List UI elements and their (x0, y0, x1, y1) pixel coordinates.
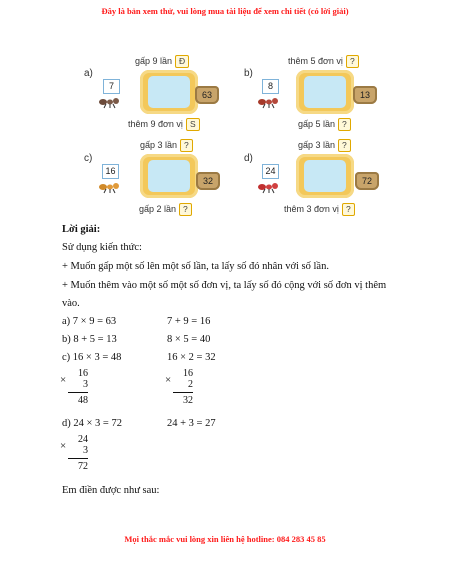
start-number: 24 (262, 164, 279, 179)
puzzle-b-top-op: thêm 5 đơn vị ? (288, 55, 359, 68)
ant-icon (257, 180, 279, 194)
rule-add: + Muốn thêm vào một số một số đơn vị, ta lấy số đó cộng với số đơn vị thêm (62, 280, 387, 291)
intro-text: Sử dụng kiến thức: (62, 242, 142, 253)
ant-icon (98, 180, 120, 194)
puzzle-d-top-op: gấp 3 lần ? (298, 139, 351, 152)
start-number: 7 (103, 79, 120, 94)
preview-notice: Đây là bản xem thử, vui lòng mua tài liệu để xem chi tiết (có lời giải) (101, 6, 349, 16)
answer-box[interactable]: ? (346, 55, 359, 68)
result-stump: 72 (355, 172, 379, 190)
puzzle-c-top-op: gấp 3 lần ? (140, 139, 193, 152)
answer-box[interactable]: S (186, 118, 200, 131)
answer-box[interactable]: ? (338, 118, 351, 131)
machine-panel (140, 154, 198, 198)
vertical-calc: 24 × 3 72 (60, 434, 88, 472)
puzzle-a-top-op: gấp 9 lần Đ (135, 55, 189, 68)
answer-b-left: b) 8 + 5 = 13 (62, 334, 117, 345)
ant-icon (257, 95, 279, 109)
result-stump: 13 (353, 86, 377, 104)
puzzle-d-bottom-op: thêm 3 đơn vị ? (284, 203, 355, 216)
puzzle-c-bottom-op: gấp 2 lần ? (139, 203, 192, 216)
answer-box[interactable]: ? (179, 203, 192, 216)
rule-multiply: + Muốn gấp một số lên một số lần, ta lấy số đó nhân với số lần. (62, 261, 329, 272)
puzzle-b-bottom-op: gấp 5 lần ? (298, 118, 351, 131)
vertical-calc: 16 × 2 32 (165, 368, 193, 406)
answer-b-right: 8 × 5 = 40 (167, 334, 211, 345)
puzzle-label-b: b) (244, 68, 253, 79)
ant-icon (98, 95, 120, 109)
answer-a-right: 7 + 9 = 16 (167, 316, 211, 327)
start-number: 8 (262, 79, 279, 94)
answer-box[interactable]: ? (338, 139, 351, 152)
start-number: 16 (102, 164, 119, 179)
hotline-notice: Mọi thắc mắc vui lòng xin liên hệ hotline: 084 283 45 85 (124, 534, 326, 544)
answer-box[interactable]: ? (180, 139, 193, 152)
puzzle-label-c: c) (84, 153, 93, 164)
machine-panel (296, 70, 354, 114)
closing-text: Em điền được như sau: (62, 485, 160, 496)
puzzle-a-bottom-op: thêm 9 đơn vị S (128, 118, 200, 131)
answer-a-left: a) 7 × 9 = 63 (62, 316, 117, 327)
solution-heading: Lời giải: (62, 224, 101, 235)
result-stump: 32 (196, 172, 220, 190)
answer-c-right: 16 × 2 = 32 (167, 352, 216, 363)
answer-d-right: 24 + 3 = 27 (167, 418, 216, 429)
answer-box[interactable]: Đ (175, 55, 189, 68)
puzzle-label-a: a) (84, 68, 93, 79)
vertical-calc: 16 × 3 48 (60, 368, 88, 406)
answer-d-left: d) 24 × 3 = 72 (62, 418, 122, 429)
rule-add-cont: vào. (62, 298, 80, 309)
exercise-figure (0, 0, 450, 215)
answer-box[interactable]: ? (342, 203, 355, 216)
answer-c-left: c) 16 × 3 = 48 (62, 352, 122, 363)
machine-panel (140, 70, 198, 114)
machine-panel (296, 154, 354, 198)
puzzle-label-d: d) (244, 153, 253, 164)
result-stump: 63 (195, 86, 219, 104)
